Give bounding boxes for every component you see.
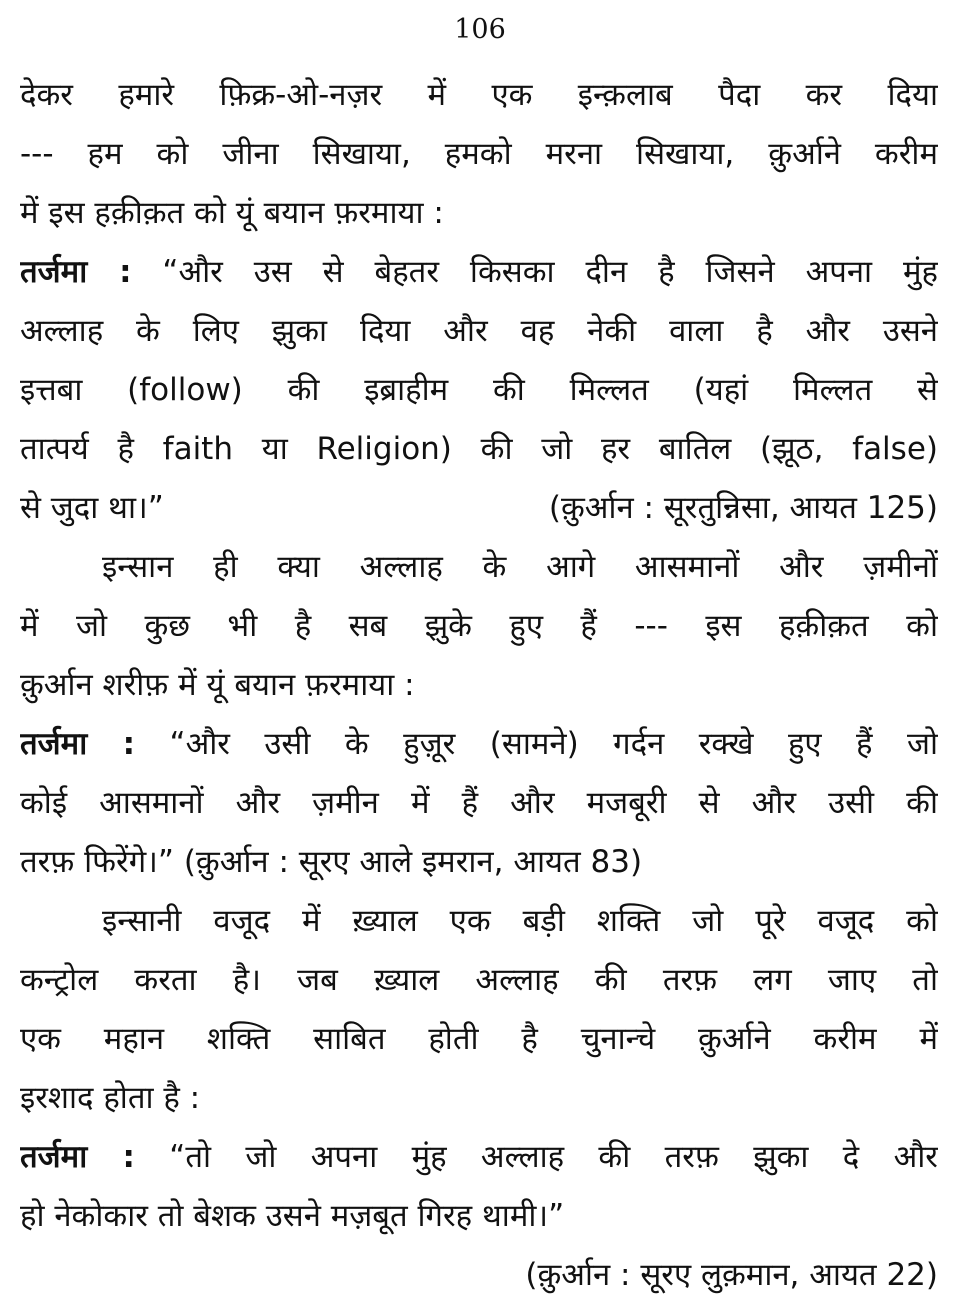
translation-label: तर्जमा : — [20, 1139, 135, 1175]
quote-line — [20, 715, 938, 774]
quote-text: “तो जो अपना मुंह अल्लाह की तरफ़ झुका दे और — [134, 1139, 938, 1175]
text-line: इरशाद होता है : — [20, 1080, 201, 1116]
text-line: में इस हक़ीक़त को यूं बयान फ़रमाया : — [20, 195, 444, 231]
quote-text: “और उस से बेहतर किसका दीन है जिसने अपना मुंह — [131, 254, 938, 290]
quote-line — [20, 479, 938, 538]
text-line: इन्सानी वजूद में ख़्याल एक बड़ी शक्ति जो पूरे वजूद को — [102, 903, 938, 939]
quote-line — [20, 1128, 938, 1187]
translation-label: तर्जमा : — [20, 254, 132, 290]
quote-line: कोई आसमानों और ज़मीन में हैं और मजबूरी से और उसी की — [20, 785, 938, 821]
text-line: देकर हमारे फ़िक्र-ओ-नज़र में एक इन्क़लाब पैदा कर दिया — [20, 77, 938, 113]
page-number: 106 — [454, 14, 506, 45]
text-line: में जो कुछ भी है सब झुके हुए हैं --- इस हक़ीक़त को — [20, 608, 938, 644]
text-line: --- हम को जीना सिखाया, हमको मरना सिखाया, क़ुर्आने करीम — [20, 136, 938, 172]
quote-line: अल्लाह के लिए झुका दिया और वह नेकी वाला है और उसने — [20, 313, 938, 349]
quote-line: तात्पर्य है faith या Religion) की जो हर बातिल (झूठ, false) — [20, 431, 938, 467]
citation: (क़ुर्आन : सूरतुन्निसा, आयत 125) — [548, 490, 938, 526]
quote-text: से जुदा था।” — [20, 490, 164, 526]
text-line: क़ुर्आन शरीफ़ में यूं बयान फ़रमाया : — [20, 667, 415, 703]
page-body — [20, 66, 938, 1305]
quote-line — [20, 243, 938, 302]
citation: (क़ुर्आन : सूरए लुक़मान, आयत 22) — [525, 1257, 938, 1293]
quote-line: तरफ़ फिरेंगे।” (क़ुर्आन : सूरए आले इमरान, आयत 83) — [20, 844, 643, 880]
text-line: इन्सान ही क्या अल्लाह के आगे आसमानों और ज़मीनों — [102, 549, 938, 585]
quote-text: “और उसी के हुज़ूर (सामने) गर्दन रक्खे हुए हैं जो — [135, 726, 938, 762]
text-line: एक महान शक्ति साबित होती है चुनान्चे क़ुर्आने करीम में — [20, 1021, 938, 1057]
quote-line: इत्तबा (follow) की इब्राहीम की मिल्लत (यहां मिल्लत से — [20, 372, 938, 408]
quote-line: हो नेकोकार तो बेशक उसने मज़बूत गिरह थामी।” — [20, 1198, 565, 1234]
text-line: कन्ट्रोल करता है। जब ख़्याल अल्लाह की तरफ़ लग जाए तो — [20, 962, 938, 998]
translation-label: तर्जमा : — [20, 726, 136, 762]
